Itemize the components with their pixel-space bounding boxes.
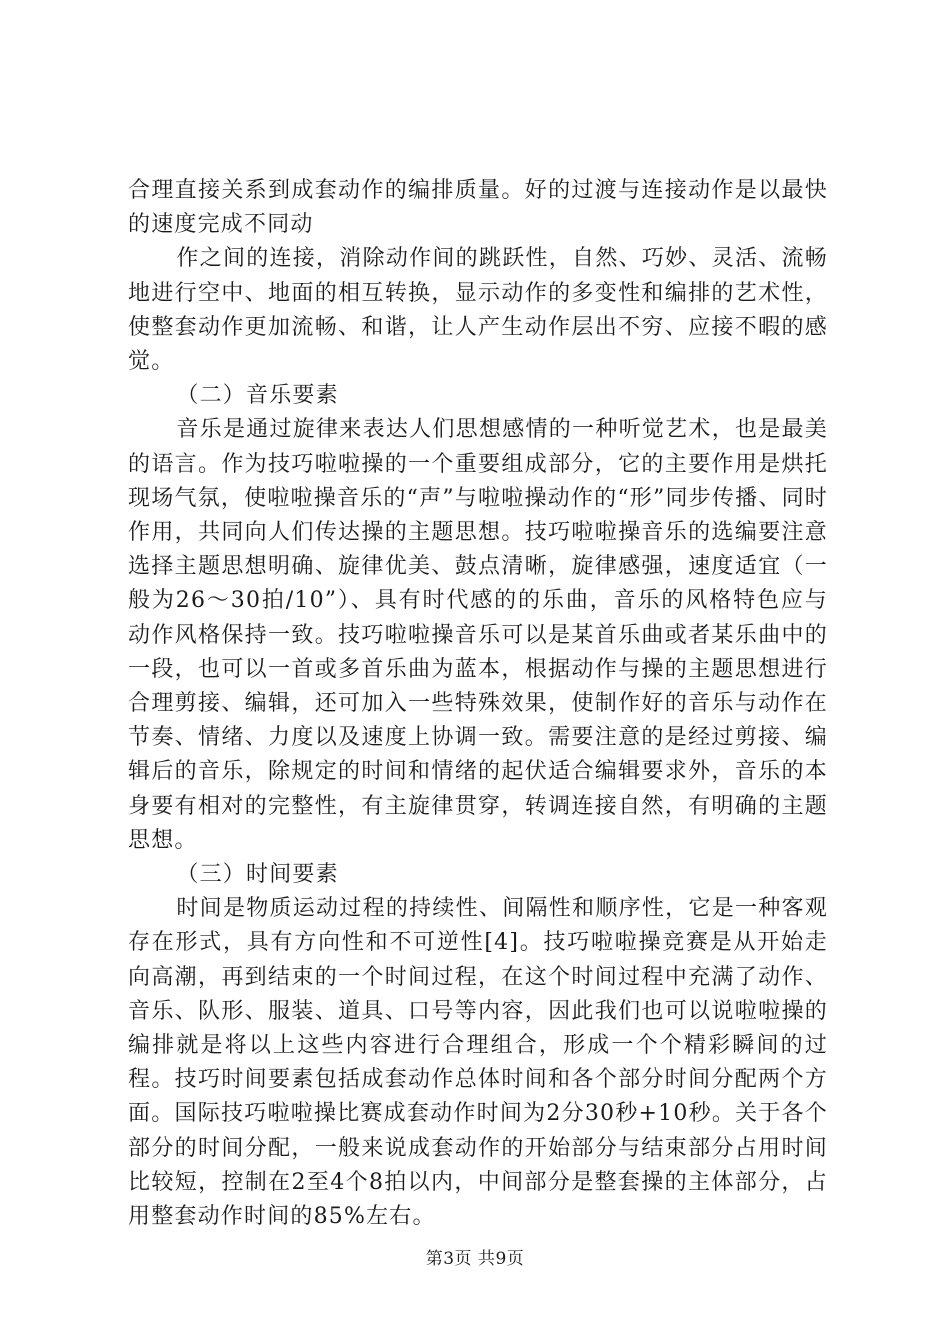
paragraph-time: 时间是物质运动过程的持续性、间隔性和顺序性，它是一种客观存在形式，具有方向性和不可逆性[4]。技巧啦啦操竞赛是从开始走向高潮，再到结束的一个时间过程，在这个时间过程中充满了动作、音乐、队形、服装、道具、口号等内容，因此我们也可以说啦啦操的编排就是将以上这些内容进行合理组合，形成一个个精彩瞬间的过程。技巧时间要素包括成套动作总体时间和各个部分时间分配两个方面。国际技巧啦啦操比赛成套动作时间为2分30秒+10秒。关于各个部分的时间分配，一般来说成套动作的开始部分与结束部分占用时间比较短，控制在2至4个8拍以内，中间部分是整套操的主体部分，占用整套动作时间的85%左右。 bbox=[128, 896, 828, 1230]
page-number-footer: 第3页 共9页 bbox=[425, 1249, 525, 1269]
paragraph-2: 作之间的连接，消除动作间的跳跃性，自然、巧妙、灵活、流畅地进行空中、地面的相互转换，显示动作的多变性和编排的艺术性，使整套动作更加流畅、和谐，让人产生动作层出不穷、应接不暇的感觉。 bbox=[128, 246, 828, 375]
document-body bbox=[128, 174, 828, 1234]
section-heading-time: （三）时间要素 bbox=[176, 862, 339, 888]
paragraph-music: 音乐是通过旋律来表达人们思想感情的一种听觉艺术，也是最美的语言。作为技巧啦啦操的一个重要组成部分，它的主要作用是烘托现场气氛，使啦啦操音乐的“声”与啦啦操动作的“形”同步传播、同时作用，共同向人们传达操的主题思想。技巧啦啦操音乐的选编要注意选择主题思想明确、旋律优美、鼓点清晰，旋律感强，速度适宜（一般为26～30拍/10”）、具有时代感的的乐曲，音乐的风格特色应与动作风格保持一致。技巧啦啦操音乐可以是某首乐曲或者某乐曲中的一段，也可以一首或多首乐曲为蓝本，根据动作与操的主题思想进行合理剪接、编辑，还可加入一些特殊效果，使制作好的音乐与动作在节奏、情绪、力度以及速度上协调一致。需要注意的是经过剪接、编辑后的音乐，除规定的时间和情绪的起伏适合编辑要求外，音乐的本身要有相对的完整性，有主旋律贯穿，转调连接自然，有明确的主题思想。 bbox=[128, 417, 828, 853]
section-heading-music: （二）音乐要素 bbox=[176, 383, 339, 409]
paragraph-1: 合理直接关系到成套动作的编排质量。好的过渡与连接动作是以最快的速度完成不同动 bbox=[128, 178, 828, 238]
